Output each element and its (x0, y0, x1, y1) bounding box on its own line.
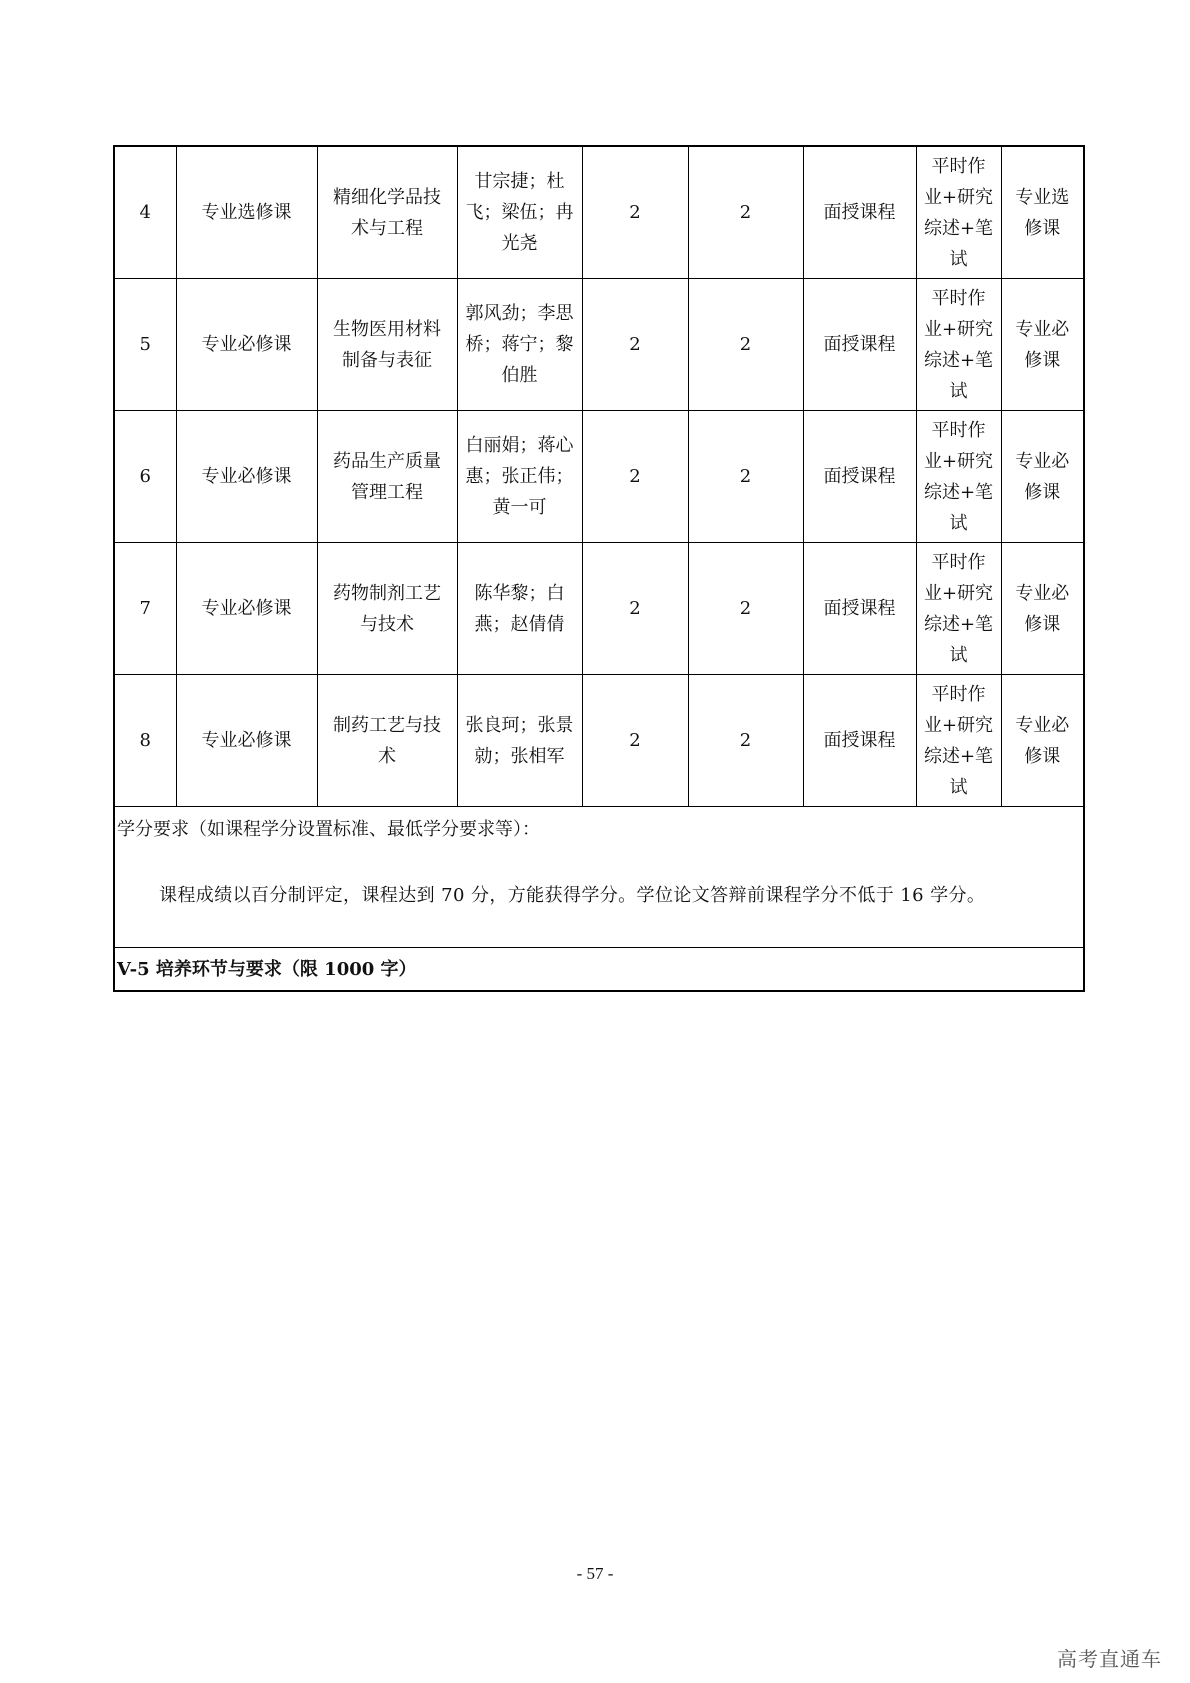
course-name-line: 制备与表征 (342, 349, 432, 371)
course-assessment-line: 平时作 (931, 683, 986, 705)
course-name (317, 146, 457, 279)
course-credits: 2 (688, 675, 803, 807)
course-type-line: 修课 (1024, 745, 1061, 767)
course-type-line: 专业必 (1015, 450, 1070, 472)
course-teachers (457, 146, 582, 279)
course-assessment-line: 综述+笔 (923, 481, 994, 503)
course-credits: 2 (688, 543, 803, 675)
course-type-line: 修课 (1024, 217, 1061, 239)
course-assessment (916, 411, 1001, 543)
section-heading-row (114, 948, 1084, 992)
course-assessment-line: 综述+笔 (923, 217, 994, 239)
course-type (1001, 146, 1084, 279)
course-hours: 2 (582, 411, 688, 543)
course-category: 专业必修课 (176, 411, 317, 543)
course-credits: 2 (688, 411, 803, 543)
course-assessment-line: 平时作 (931, 551, 986, 573)
course-name-line: 生物医用材料 (333, 318, 441, 340)
course-type-line: 修课 (1024, 481, 1061, 503)
course-name-line: 术与工程 (351, 217, 423, 239)
course-assessment-line: 业+研究 (923, 714, 994, 736)
course-assessment-line: 业+研究 (923, 450, 994, 472)
course-hours: 2 (582, 279, 688, 411)
course-teachers-line: 郭风劲；李思 (465, 303, 574, 324)
course-name (317, 411, 457, 543)
course-assessment-line: 试 (949, 776, 968, 798)
course-name (317, 279, 457, 411)
course-teachers-line: 陈华黎；白 (474, 582, 565, 604)
course-assessment (916, 675, 1001, 807)
course-teachers-line: 甘宗捷；杜 (474, 171, 565, 192)
table-row (114, 411, 1084, 543)
course-teachers-line: 勍；张相军 (474, 745, 565, 767)
course-teachers-line: 张良珂；张景 (465, 714, 574, 736)
table-row (114, 146, 1084, 279)
course-credits: 2 (688, 279, 803, 411)
course-mode: 面授课程 (803, 279, 916, 411)
course-type-line: 专业必 (1015, 318, 1070, 340)
course-teachers-line: 桥；蒋宁；黎 (465, 334, 574, 355)
course-index: 4 (114, 146, 176, 279)
course-type (1001, 279, 1084, 411)
course-mode: 面授课程 (803, 411, 916, 543)
course-teachers-line: 黄一可 (492, 497, 547, 518)
course-category: 专业必修课 (176, 543, 317, 675)
course-assessment-line: 业+研究 (923, 186, 994, 208)
course-assessment-line: 综述+笔 (923, 349, 994, 371)
course-teachers (457, 543, 582, 675)
course-name-line: 与技术 (360, 613, 414, 635)
table-row (114, 279, 1084, 411)
course-assessment-line: 平时作 (931, 287, 986, 309)
course-type-line: 专业必 (1015, 582, 1070, 604)
table-row (114, 675, 1084, 807)
table-row (114, 543, 1084, 675)
credit-requirement-text: 课程成绩以百分制评定，课程达到 70 分，方能获得学分。学位论文答辩前课程学分不低于 16 学分。 (159, 885, 986, 906)
course-type (1001, 411, 1084, 543)
course-teachers (457, 675, 582, 807)
course-assessment-line: 试 (949, 512, 968, 534)
course-teachers-line: 惠；张正伟； (465, 466, 574, 487)
course-type-line: 专业选 (1015, 186, 1070, 208)
course-assessment-line: 试 (949, 380, 968, 402)
course-name-line: 药品生产质量 (333, 450, 441, 472)
course-teachers-line: 白丽娟；蒋心 (465, 435, 574, 456)
course-type-line: 修课 (1024, 349, 1061, 371)
course-mode: 面授课程 (803, 543, 916, 675)
course-teachers-line: 飞；梁伍；冉 (465, 202, 574, 223)
course-name-line: 管理工程 (351, 481, 423, 503)
course-hours: 2 (582, 675, 688, 807)
credit-requirement-title: 学分要求（如课程学分设置标准、最低学分要求等）： (117, 819, 540, 840)
course-teachers-line: 燕；赵倩倩 (474, 613, 565, 635)
course-category: 专业选修课 (176, 146, 317, 279)
course-name-line: 精细化学品技 (333, 186, 441, 208)
course-type (1001, 675, 1084, 807)
course-type (1001, 543, 1084, 675)
course-mode: 面授课程 (803, 675, 916, 807)
course-type-line: 修课 (1024, 613, 1061, 635)
course-assessment-line: 试 (949, 248, 968, 270)
watermark-logo-text: 高考直通车 (1057, 1647, 1162, 1671)
course-name-line: 术 (378, 745, 396, 767)
course-name (317, 675, 457, 807)
course-assessment-line: 平时作 (931, 419, 986, 441)
course-assessment-line: 平时作 (931, 155, 986, 177)
course-assessment (916, 279, 1001, 411)
course-assessment-line: 综述+笔 (923, 613, 994, 635)
course-type-line: 专业必 (1015, 714, 1070, 736)
course-index: 8 (114, 675, 176, 807)
course-assessment (916, 146, 1001, 279)
course-teachers-line: 伯胜 (501, 365, 538, 386)
course-hours: 2 (582, 543, 688, 675)
course-mode: 面授课程 (803, 146, 916, 279)
course-index: 7 (114, 543, 176, 675)
course-table (113, 145, 1085, 992)
section-heading: V-5 培养环节与要求（限 1000 字） (114, 948, 1084, 992)
course-assessment (916, 543, 1001, 675)
course-name (317, 543, 457, 675)
course-name-line: 制药工艺与技 (333, 714, 441, 736)
course-index: 5 (114, 279, 176, 411)
course-index: 6 (114, 411, 176, 543)
course-assessment-line: 业+研究 (923, 318, 994, 340)
course-category: 专业必修课 (176, 675, 317, 807)
course-assessment-line: 综述+笔 (923, 745, 994, 767)
course-category: 专业必修课 (176, 279, 317, 411)
course-teachers (457, 279, 582, 411)
course-credits: 2 (688, 146, 803, 279)
course-table-body (114, 146, 1084, 807)
credit-requirement-cell (114, 807, 1084, 948)
course-teachers-line: 光尧 (501, 233, 538, 254)
credit-requirement-row (114, 807, 1084, 948)
course-assessment-line: 业+研究 (923, 582, 994, 604)
course-name-line: 药物制剂工艺 (333, 582, 441, 604)
course-assessment-line: 试 (949, 644, 968, 666)
page-number: - 57 - (576, 1564, 614, 1583)
course-teachers (457, 411, 582, 543)
course-hours: 2 (582, 146, 688, 279)
